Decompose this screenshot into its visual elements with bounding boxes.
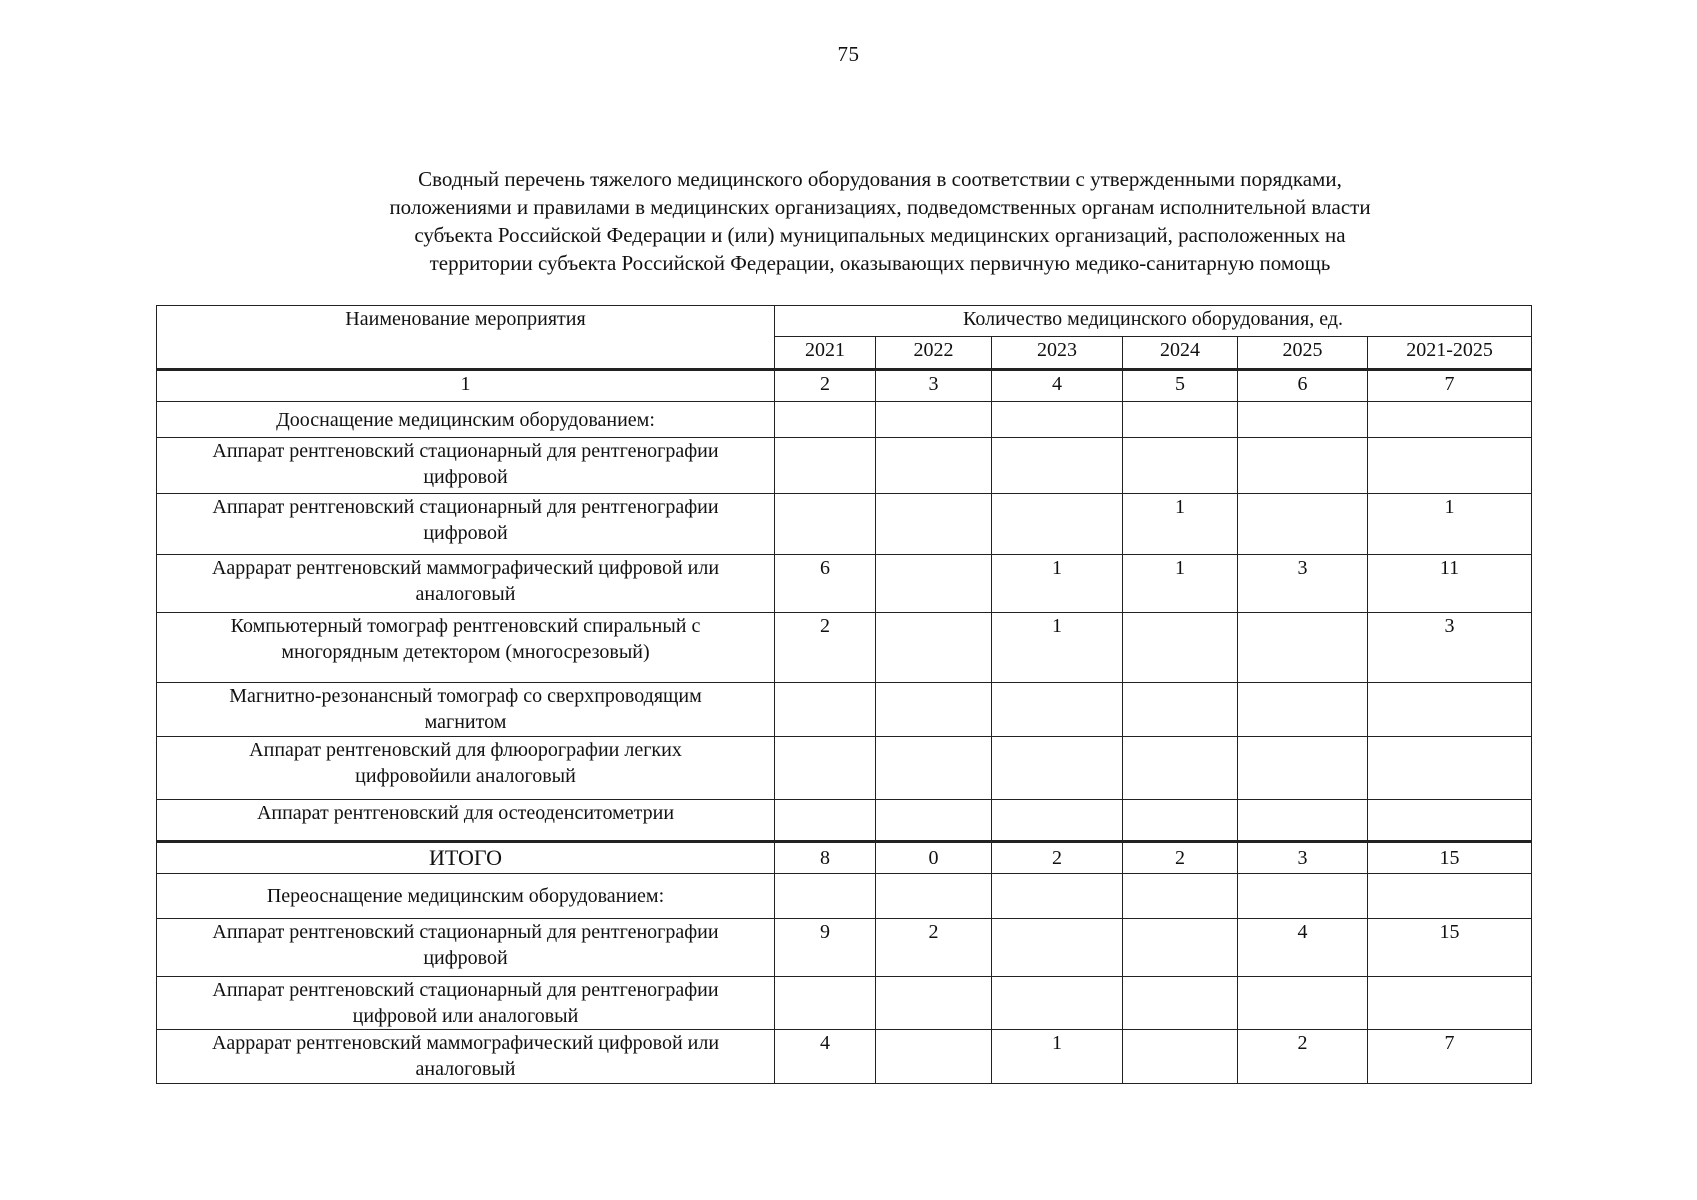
name-line: Дооснащение медицинским оборудованием:: [276, 408, 655, 431]
table-row: [157, 683, 1532, 737]
column-number: 4: [992, 370, 1123, 402]
quantity-cell: 1: [1123, 555, 1238, 613]
quantity-cell: 2: [992, 842, 1123, 874]
quantity-cell: 4: [775, 1030, 876, 1084]
quantity-cell: [775, 402, 876, 438]
total-label: [157, 842, 775, 874]
quantity-cell: [992, 977, 1123, 1030]
table-row: [157, 977, 1532, 1030]
quantity-cell: [876, 683, 992, 737]
name-line: Переоснащение медицинским оборудованием:: [266, 885, 665, 907]
quantity-cell: 3: [1368, 613, 1532, 683]
quantity-cell: [775, 737, 876, 800]
quantity-cell: [1123, 438, 1238, 494]
quantity-cell: [1123, 977, 1238, 1030]
quantity-cell: 1: [992, 613, 1123, 683]
quantity-cell: 15: [1368, 842, 1532, 874]
table-row: [157, 737, 1532, 800]
quantity-cell: [1368, 438, 1532, 494]
equipment-name: [157, 613, 775, 683]
table-row: [157, 800, 1532, 842]
quantity-cell: [992, 919, 1123, 977]
name-line: цифровой или аналоговый: [352, 1005, 579, 1027]
quantity-cell: 2: [1238, 1030, 1368, 1084]
quantity-cell: 2: [775, 613, 876, 683]
quantity-cell: [876, 1030, 992, 1084]
table-row: [157, 842, 1532, 874]
header-year: 2021-2025: [1368, 337, 1532, 370]
table-row: [157, 402, 1532, 438]
quantity-cell: 3: [1238, 555, 1368, 613]
quantity-cell: [876, 613, 992, 683]
quantity-cell: [1238, 494, 1368, 555]
quantity-cell: [775, 494, 876, 555]
title-line: Сводный перечень тяжелого медицинского оборудования в соответствии с утвержденными порядками,: [418, 167, 1342, 191]
quantity-cell: [1368, 874, 1532, 919]
quantity-cell: [992, 402, 1123, 438]
quantity-cell: [1238, 683, 1368, 737]
quantity-cell: [1123, 800, 1238, 842]
quantity-cell: [992, 874, 1123, 919]
header-year: 2024: [1123, 337, 1238, 370]
quantity-cell: [1123, 874, 1238, 919]
quantity-cell: [1123, 613, 1238, 683]
quantity-cell: [775, 977, 876, 1030]
quantity-cell: [1238, 874, 1368, 919]
quantity-cell: [876, 874, 992, 919]
equipment-name: [157, 555, 775, 613]
name-line: цифровой: [423, 522, 508, 544]
header-name: Наименование мероприятия: [157, 306, 775, 370]
equipment-name: [157, 494, 775, 555]
quantity-cell: [992, 683, 1123, 737]
quantity-cell: [876, 977, 992, 1030]
header-year: 2021: [775, 337, 876, 370]
name-line: магнитом: [424, 711, 507, 733]
header-year: 2023: [992, 337, 1123, 370]
quantity-cell: [1238, 800, 1368, 842]
quantity-cell: 4: [1238, 919, 1368, 977]
quantity-cell: [992, 494, 1123, 555]
quantity-cell: [876, 494, 992, 555]
equipment-name: [157, 919, 775, 977]
quantity-cell: [1123, 919, 1238, 977]
table-row: [157, 1030, 1532, 1084]
equipment-table: [156, 305, 1532, 1084]
column-number: 5: [1123, 370, 1238, 402]
quantity-cell: [876, 800, 992, 842]
quantity-cell: [1238, 737, 1368, 800]
quantity-cell: [1123, 402, 1238, 438]
quantity-cell: [876, 402, 992, 438]
header-quantity: Количество медицинского оборудования, ед.: [775, 306, 1532, 337]
quantity-cell: [992, 438, 1123, 494]
quantity-cell: [876, 555, 992, 613]
quantity-cell: [992, 800, 1123, 842]
equipment-name: [157, 683, 775, 737]
quantity-cell: 1: [992, 1030, 1123, 1084]
name-line: Аappарат рентгеновский маммографический цифровой или: [211, 557, 720, 579]
name-line: цифровой: [423, 947, 508, 969]
quantity-cell: [992, 737, 1123, 800]
name-line: Аппарат рентгеновский для остеоденситометрии: [256, 802, 675, 824]
quantity-cell: 11: [1368, 555, 1532, 613]
quantity-cell: 9: [775, 919, 876, 977]
section-heading: [157, 874, 775, 919]
name-line: Аппарат рентгеновский для флюорографии легких: [249, 739, 682, 761]
table-row: [157, 613, 1532, 683]
table-row: [157, 438, 1532, 494]
name-line: Аппарат рентгеновский стационарный для рентгенографии: [212, 921, 719, 943]
name-line: Аппарат рентгеновский стационарный для рентгенографии: [212, 440, 719, 462]
column-number: 1: [157, 370, 775, 402]
name-line: Аппарат рентгеновский стационарный для рентгенографии: [212, 979, 719, 1001]
name-line: Аappарат рентгеновский маммографический цифровой или: [211, 1032, 720, 1054]
equipment-name: [157, 1030, 775, 1084]
quantity-cell: [876, 438, 992, 494]
quantity-cell: 8: [775, 842, 876, 874]
name-line: Магнитно-резонансный томограф со сверхпроводящим: [229, 685, 702, 707]
title-line: территории субъекта Российской Федерации, оказывающих первичную медико-санитарную помощь: [429, 251, 1331, 275]
quantity-cell: [1368, 977, 1532, 1030]
name-line: аналоговый: [415, 1058, 516, 1080]
quantity-cell: 2: [1123, 842, 1238, 874]
quantity-cell: [1238, 977, 1368, 1030]
table-row: [157, 874, 1532, 919]
quantity-cell: [1238, 402, 1368, 438]
table-body: [157, 402, 1532, 1084]
column-number: 6: [1238, 370, 1368, 402]
quantity-cell: 3: [1238, 842, 1368, 874]
quantity-cell: 6: [775, 555, 876, 613]
quantity-cell: 1: [992, 555, 1123, 613]
quantity-cell: [1123, 1030, 1238, 1084]
title-line: положениями и правилами в медицинских организациях, подведомственных органам исполнительной власти: [389, 195, 1371, 219]
quantity-cell: 7: [1368, 1030, 1532, 1084]
name-line: многорядным детектором (многосрезовый): [281, 641, 650, 663]
quantity-cell: [1238, 613, 1368, 683]
equipment-name: [157, 800, 775, 842]
table-row: [157, 494, 1532, 555]
quantity-cell: [1368, 402, 1532, 438]
name-line: цифровойили аналоговый: [355, 765, 576, 787]
quantity-cell: [1123, 683, 1238, 737]
quantity-cell: [1368, 683, 1532, 737]
quantity-cell: [876, 737, 992, 800]
column-number: 7: [1368, 370, 1532, 402]
quantity-cell: [775, 438, 876, 494]
quantity-cell: [775, 683, 876, 737]
title-line: субъекта Российской Федерации и (или) муниципальных медицинских организаций, расположенных на: [414, 223, 1346, 247]
header-year: 2022: [876, 337, 992, 370]
header-year: 2025: [1238, 337, 1368, 370]
name-line: ИТОГО: [429, 845, 502, 870]
quantity-cell: 1: [1123, 494, 1238, 555]
name-line: цифровой: [423, 466, 508, 488]
name-line: Аппарат рентгеновский стационарный для рентгенографии: [212, 496, 719, 518]
equipment-name: [157, 737, 775, 800]
quantity-cell: [1123, 737, 1238, 800]
column-number: 3: [876, 370, 992, 402]
column-number: 2: [775, 370, 876, 402]
quantity-cell: [775, 874, 876, 919]
quantity-cell: 0: [876, 842, 992, 874]
name-line: Компьютерный томограф рентгеновский спиральный с: [230, 615, 701, 637]
table-row: [157, 919, 1532, 977]
table-row: [157, 555, 1532, 613]
quantity-cell: 1: [1368, 494, 1532, 555]
quantity-cell: 2: [876, 919, 992, 977]
quantity-cell: 15: [1368, 919, 1532, 977]
equipment-name: [157, 977, 775, 1030]
document-title: [230, 165, 1530, 277]
quantity-cell: [1238, 438, 1368, 494]
section-heading: [157, 402, 775, 438]
quantity-cell: [1368, 800, 1532, 842]
equipment-name: [157, 438, 775, 494]
quantity-cell: [1368, 737, 1532, 800]
name-line: аналоговый: [415, 583, 516, 605]
quantity-cell: [775, 800, 876, 842]
page-number: 75: [837, 42, 860, 66]
